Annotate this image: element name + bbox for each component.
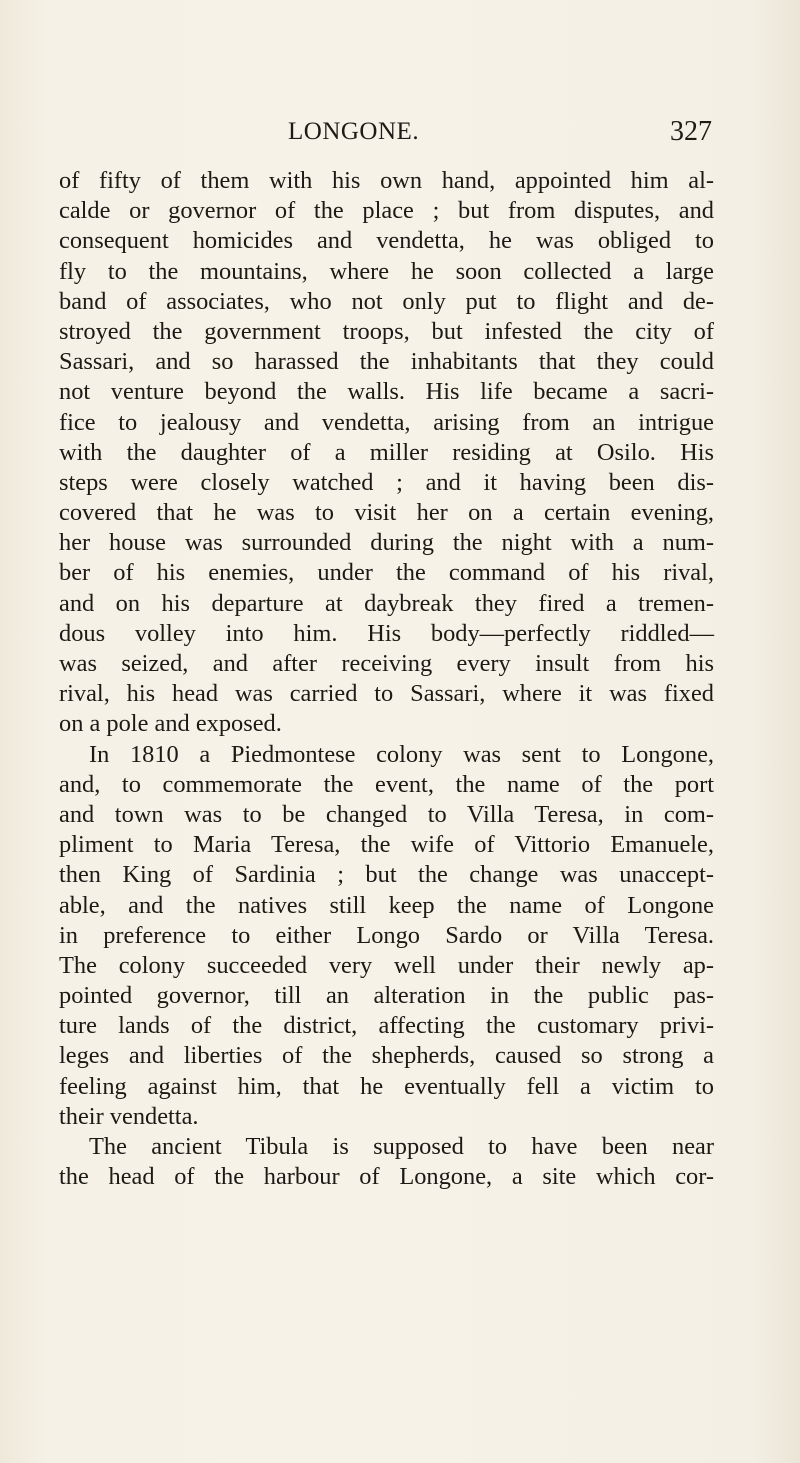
text-line: covered that he was to visit her on a certain evening, (59, 499, 714, 527)
text-line: consequent homicides and vendetta, he was obliged to (59, 227, 714, 255)
text-line: her house was surrounded during the night with a num- (59, 529, 714, 557)
paragraph-end-line: on a pole and exposed. (59, 710, 282, 738)
text-line: in preference to either Longo Sardo or Villa Teresa. (59, 921, 714, 949)
text-line: the head of the harbour of Longone, a site which cor- (59, 1163, 714, 1191)
text-line: ture lands of the district, affecting the customary privi- (59, 1012, 714, 1040)
text-line: The colony succeeded very well under their newly ap- (59, 951, 714, 979)
text-line: then King of Sardinia ; but the change was unaccept- (59, 861, 714, 889)
text-line: fice to jealousy and vendetta, arising from an intrigue (59, 408, 714, 436)
text-line: and town was to be changed to Villa Teresa, in com- (59, 800, 714, 828)
text-line: calde or governor of the place ; but from disputes, and (59, 197, 714, 225)
text-line: stroyed the government troops, but infested the city of (59, 317, 714, 345)
paragraph-end-line: their vendetta. (59, 1102, 199, 1130)
text-line: able, and the natives still keep the name of Longone (59, 891, 714, 919)
text-line: Sassari, and so harassed the inhabitants that they could (59, 348, 714, 376)
text-line: steps were closely watched ; and it having been dis- (59, 468, 714, 496)
text-line: and, to commemorate the event, the name of the port (59, 770, 714, 798)
page-number: 327 (670, 116, 712, 147)
text-line: feeling against him, that he eventually fell a victim to (59, 1072, 714, 1100)
paragraph-first-line: The ancient Tibula is supposed to have been near (89, 1133, 714, 1160)
running-title: LONGONE. (288, 118, 420, 145)
text-line: with the daughter of a miller residing at Osilo. His (59, 438, 714, 466)
text-line: pliment to Maria Teresa, the wife of Vittorio Emanuele, (59, 831, 714, 859)
text-line: rival, his head was carried to Sassari, where it was fixed (59, 680, 714, 708)
text-line: ber of his enemies, under the command of his rival, (59, 559, 714, 587)
body-text (59, 166, 714, 1192)
running-head (0, 118, 800, 152)
text-line: dous volley into him. His body—perfectly riddled— (59, 619, 714, 647)
text-line: of fifty of them with his own hand, appointed him al- (59, 167, 714, 194)
text-line: was seized, and after receiving every insult from his (59, 650, 714, 677)
text-line: leges and liberties of the shepherds, caused so strong a (59, 1042, 714, 1070)
text-line: not venture beyond the walls. His life became a sacri- (59, 378, 714, 406)
text-line: pointed governor, till an alteration in the public pas- (59, 982, 714, 1010)
text-line: band of associates, who not only put to flight and de- (59, 287, 714, 315)
text-line: and on his departure at daybreak they fired a tremen- (59, 589, 714, 617)
text-line: fly to the mountains, where he soon collected a large (59, 257, 714, 285)
paragraph-first-line: In 1810 a Piedmontese colony was sent to Longone, (89, 740, 714, 768)
